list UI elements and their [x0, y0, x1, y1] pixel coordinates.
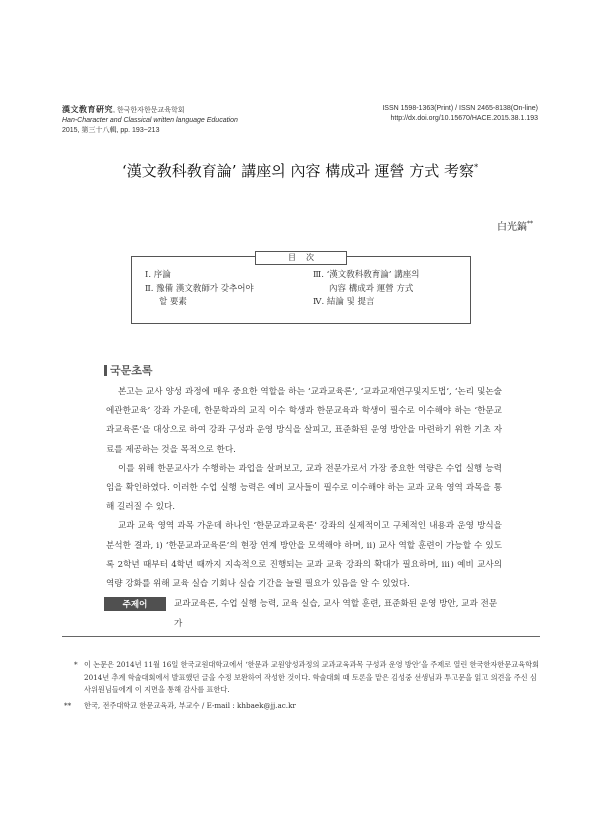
society-name: 한국한자한문교육학회: [116, 107, 185, 114]
abstract-heading: [104, 362, 153, 378]
title-footnote-mark: *: [474, 163, 479, 172]
abstract-paragraph: 본고는 교사 양성 과정에 매우 중요한 역할을 하는 ‘교과교육론’, ‘교과교재연구및지도법’, ‘논리 및논술에관한교육’ 강좌 가운데, 한문학과의 교직 이수 학생과 한문교육과 학생이 필수로 이수해야 하는 ‘한문교과교육론’을 대상으로 하여 강좌 구성과 운영 방식을 살피고, 표준화된 운영 방안을 마련하기 위한 기초 자료를 제공하는 것을 목적으로 한다.: [106, 387, 502, 455]
issn: ISSN 1598-1363(Print) / ISSN 2465-8138(On-line): [382, 105, 538, 112]
keywords: [104, 597, 504, 634]
author-footnote-mark: **: [527, 220, 533, 228]
toc-right-column: [313, 269, 419, 310]
journal-header: [62, 104, 238, 136]
keywords-text: 교과교육론, 수업 실행 능력, 교육 실습, 교사 역할 훈련, 표준화된 운영 방안, 교과 전문가: [174, 599, 498, 629]
footnote-mark: *: [74, 660, 78, 669]
toc-item[interactable]: Ⅰ. 序論: [145, 270, 171, 280]
paper-title-text: ‘漢文敎科敎育論’ 講座의 內容 構成과 運營 方式 考察: [121, 162, 475, 180]
toc-item[interactable]: Ⅱ. 豫備 漢文敎師가 갖추어야: [145, 283, 254, 294]
journal-society-line: 漢文敎育硏究, 한국한자한문교육학회: [62, 104, 185, 114]
footnote: [64, 700, 540, 713]
toc-heading: 目次: [255, 251, 347, 265]
keywords-label: 주제어: [104, 597, 166, 611]
journal-english-name: Han-Character and Classical written language Education: [62, 117, 238, 124]
footnote-text: 한국, 전주대학교 한문교육과, 부교수 / E-mail : khbaek@jj.ac.kr: [84, 701, 296, 710]
footnotes: [62, 636, 540, 710]
doi-link[interactable]: http://dx.doi.org/10.15670/HACE.2015.38.1.193: [390, 115, 538, 122]
toc-item-continuation: 內容 構成과 運營 方式: [329, 283, 414, 294]
toc-item[interactable]: Ⅳ. 結論 및 提言: [313, 297, 375, 307]
journal-logo: 漢文敎育硏究: [62, 104, 113, 114]
toc-item-continuation: 할 要素: [159, 297, 187, 307]
author: [497, 218, 533, 233]
heading-bar-icon: [104, 365, 107, 376]
issn-block: [382, 104, 538, 124]
issue-info: 2015, 第三十八輯, pp. 193~213: [62, 127, 160, 134]
footnote-text: 이 논문은 2014년 11월 16일 한국교원대학교에서 ‘한문과 교원양성과정의 교과교육과목 구성과 운영 방안’을 주제로 열린 한국한자한문교육학회 2014년 추계 학술대회에서 발표했던 글을 수정 보완하여 작성한 것이다. 학술대회 때 토론을 맡은 김성중 선생님과 투고문을 읽고 의견을 주신 심사위원님들에게 이 지면을 통해 감사를 표한다.: [84, 660, 540, 695]
paper-title: [0, 160, 600, 181]
toc-item[interactable]: Ⅲ. ‘漢文敎科敎育論’ 講座의: [313, 270, 420, 280]
abstract-body: [106, 383, 502, 594]
abstract-paragraph: 이를 위해 한문교사가 수행하는 과업을 살펴보고, 교과 전문가로서 가장 중요한 역량은 수업 실행 능력임을 확인하였다. 이러한 수업 실행 능력은 예비 교사들이 필수로 이수해야 하는 교과 교육 영역 과목을 통해 길러질 수 있다.: [106, 463, 502, 513]
footnote-mark: **: [64, 701, 72, 710]
author-name: 白光鎬: [497, 222, 527, 233]
toc-left-column: [145, 269, 254, 310]
abstract-heading-text: 국문초록: [110, 365, 153, 377]
footnote: [74, 659, 540, 697]
abstract-paragraph: 교과 교육 영역 과목 가운데 하나인 ‘한문교과교육론’ 강좌의 실제적이고 구체적인 내용과 운영 방식을 분석한 결과, ⅰ) ‘한문교과교육론’의 현장 연계 방안을 모색해야 하며, ⅱ) 교사 역할 훈련이 가능할 수 있도록 2학년 때부터 4학년 때까지 지속적으로 진행되는 교과 교육 강좌의 확대가 필요하며, ⅲ) 예비 교사의 역량 강화를 위해 교육 실습 기회나 실습 기간을 늘릴 필요가 있음을 알 수 있었다.: [106, 521, 502, 590]
table-of-contents: [131, 253, 471, 324]
